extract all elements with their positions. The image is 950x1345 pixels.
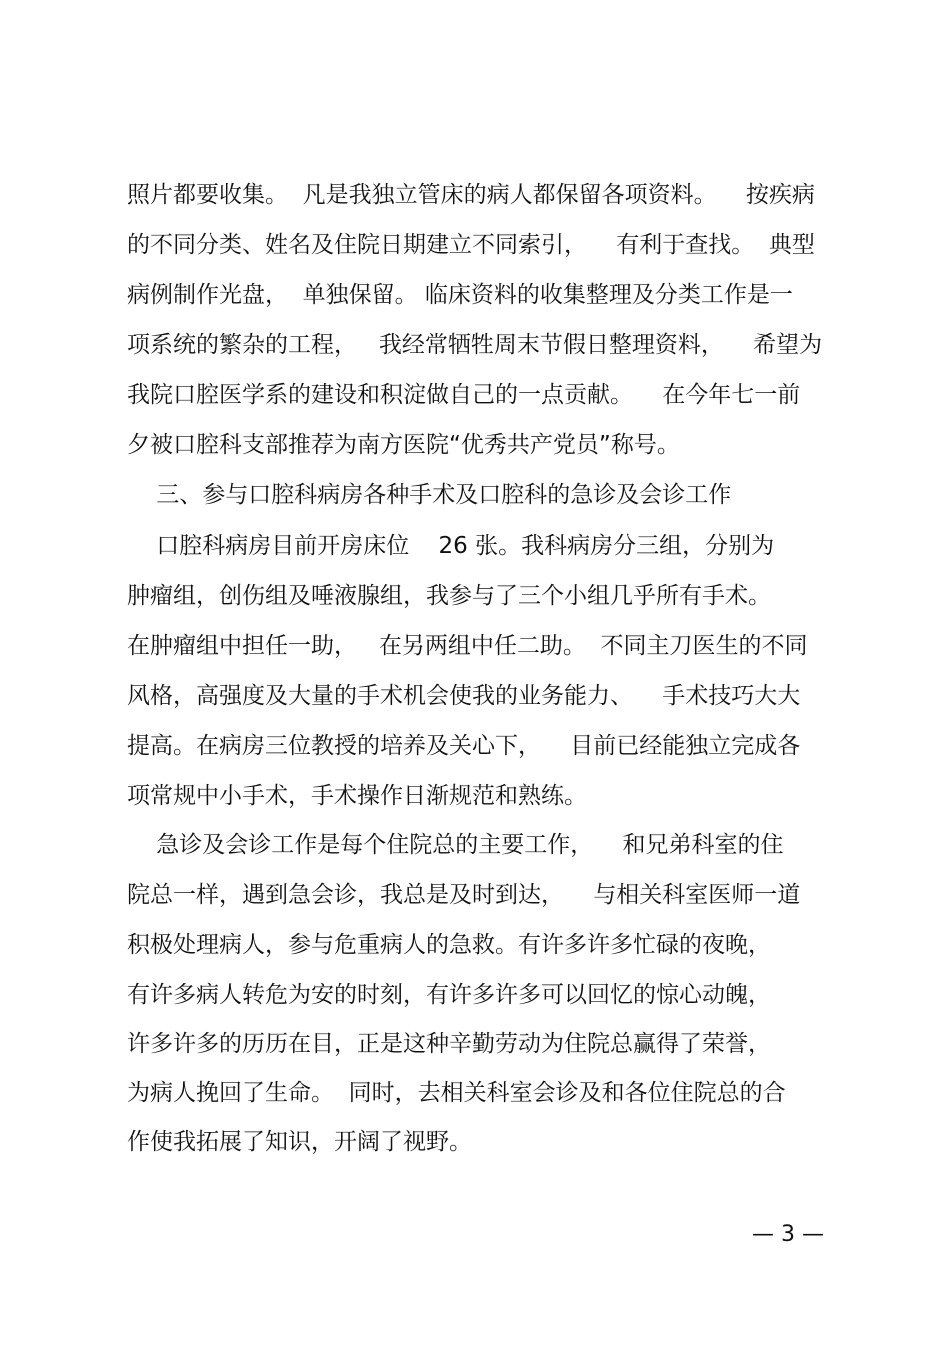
section-heading: 三、参与口腔科病房各种手术及口腔科的急诊及会诊工作 [127,482,732,508]
text-line: 肿瘤组，创伤组及唾液腺组，我参与了三个小组几乎所有手术。 [127,583,771,609]
text-line: 许多许多的历历在目，正是这种辛勤劳动为住院总赢得了荣誉， [127,1031,771,1057]
text-line: 为病人挽回了生命。 同时，去相关科室会诊及和各位住院总的合 [127,1080,786,1106]
text-line: 积极处理病人，参与危重病人的急救。有许多许多忙碌的夜晚， [127,932,771,958]
text-line: 项系统的繁杂的工程， 我经常牺牲周末节假日整理资料， 希望为 [127,332,823,358]
text-line: 作使我拓展了知识，开阔了视野。 [127,1129,472,1155]
text-line: 口腔科病房目前开房床位 26 张。我科病房分三组，分别为 [127,533,775,559]
text-line: 有许多病人转危为安的时刻，有许多许多可以回忆的惊心动魄， [127,982,771,1008]
text-line: 院总一样，遇到急会诊，我总是及时到达， 与相关科室医师一道 [127,882,801,908]
text-line: 病例制作光盘， 单独保留。 临床资料的收集整理及分类工作是一 [127,282,793,308]
page-number: — 3 — [752,1222,824,1247]
text-line: 照片都要收集。 凡是我独立管床的病人都保留各项资料。 按疾病 [127,182,815,208]
text-line: 提高。在病房三位教授的培养及关心下， 目前已经能独立完成各 [127,733,801,759]
text-line: 风格，高强度及大量的手术机会使我的业务能力、 手术技巧大大 [127,683,801,709]
text-line: 在肿瘤组中担任一助， 在另两组中任二助。 不同主刀医生的不同 [127,633,808,659]
text-line: 夕被口腔科支部推荐为南方医院“优秀共产党员”称号。 [127,432,680,458]
text-line: 我院口腔医学系的建设和积淀做自己的一点贡献。 在今年七一前 [127,382,801,408]
text-line: 急诊及会诊工作是每个住院总的主要工作， 和兄弟科室的住 [127,832,784,858]
text-line: 的不同分类、姓名及住院日期建立不同索引， 有利于查找。 典型 [127,232,815,258]
text-line: 项常规中小手术，手术操作日渐规范和熟练。 [127,783,587,809]
